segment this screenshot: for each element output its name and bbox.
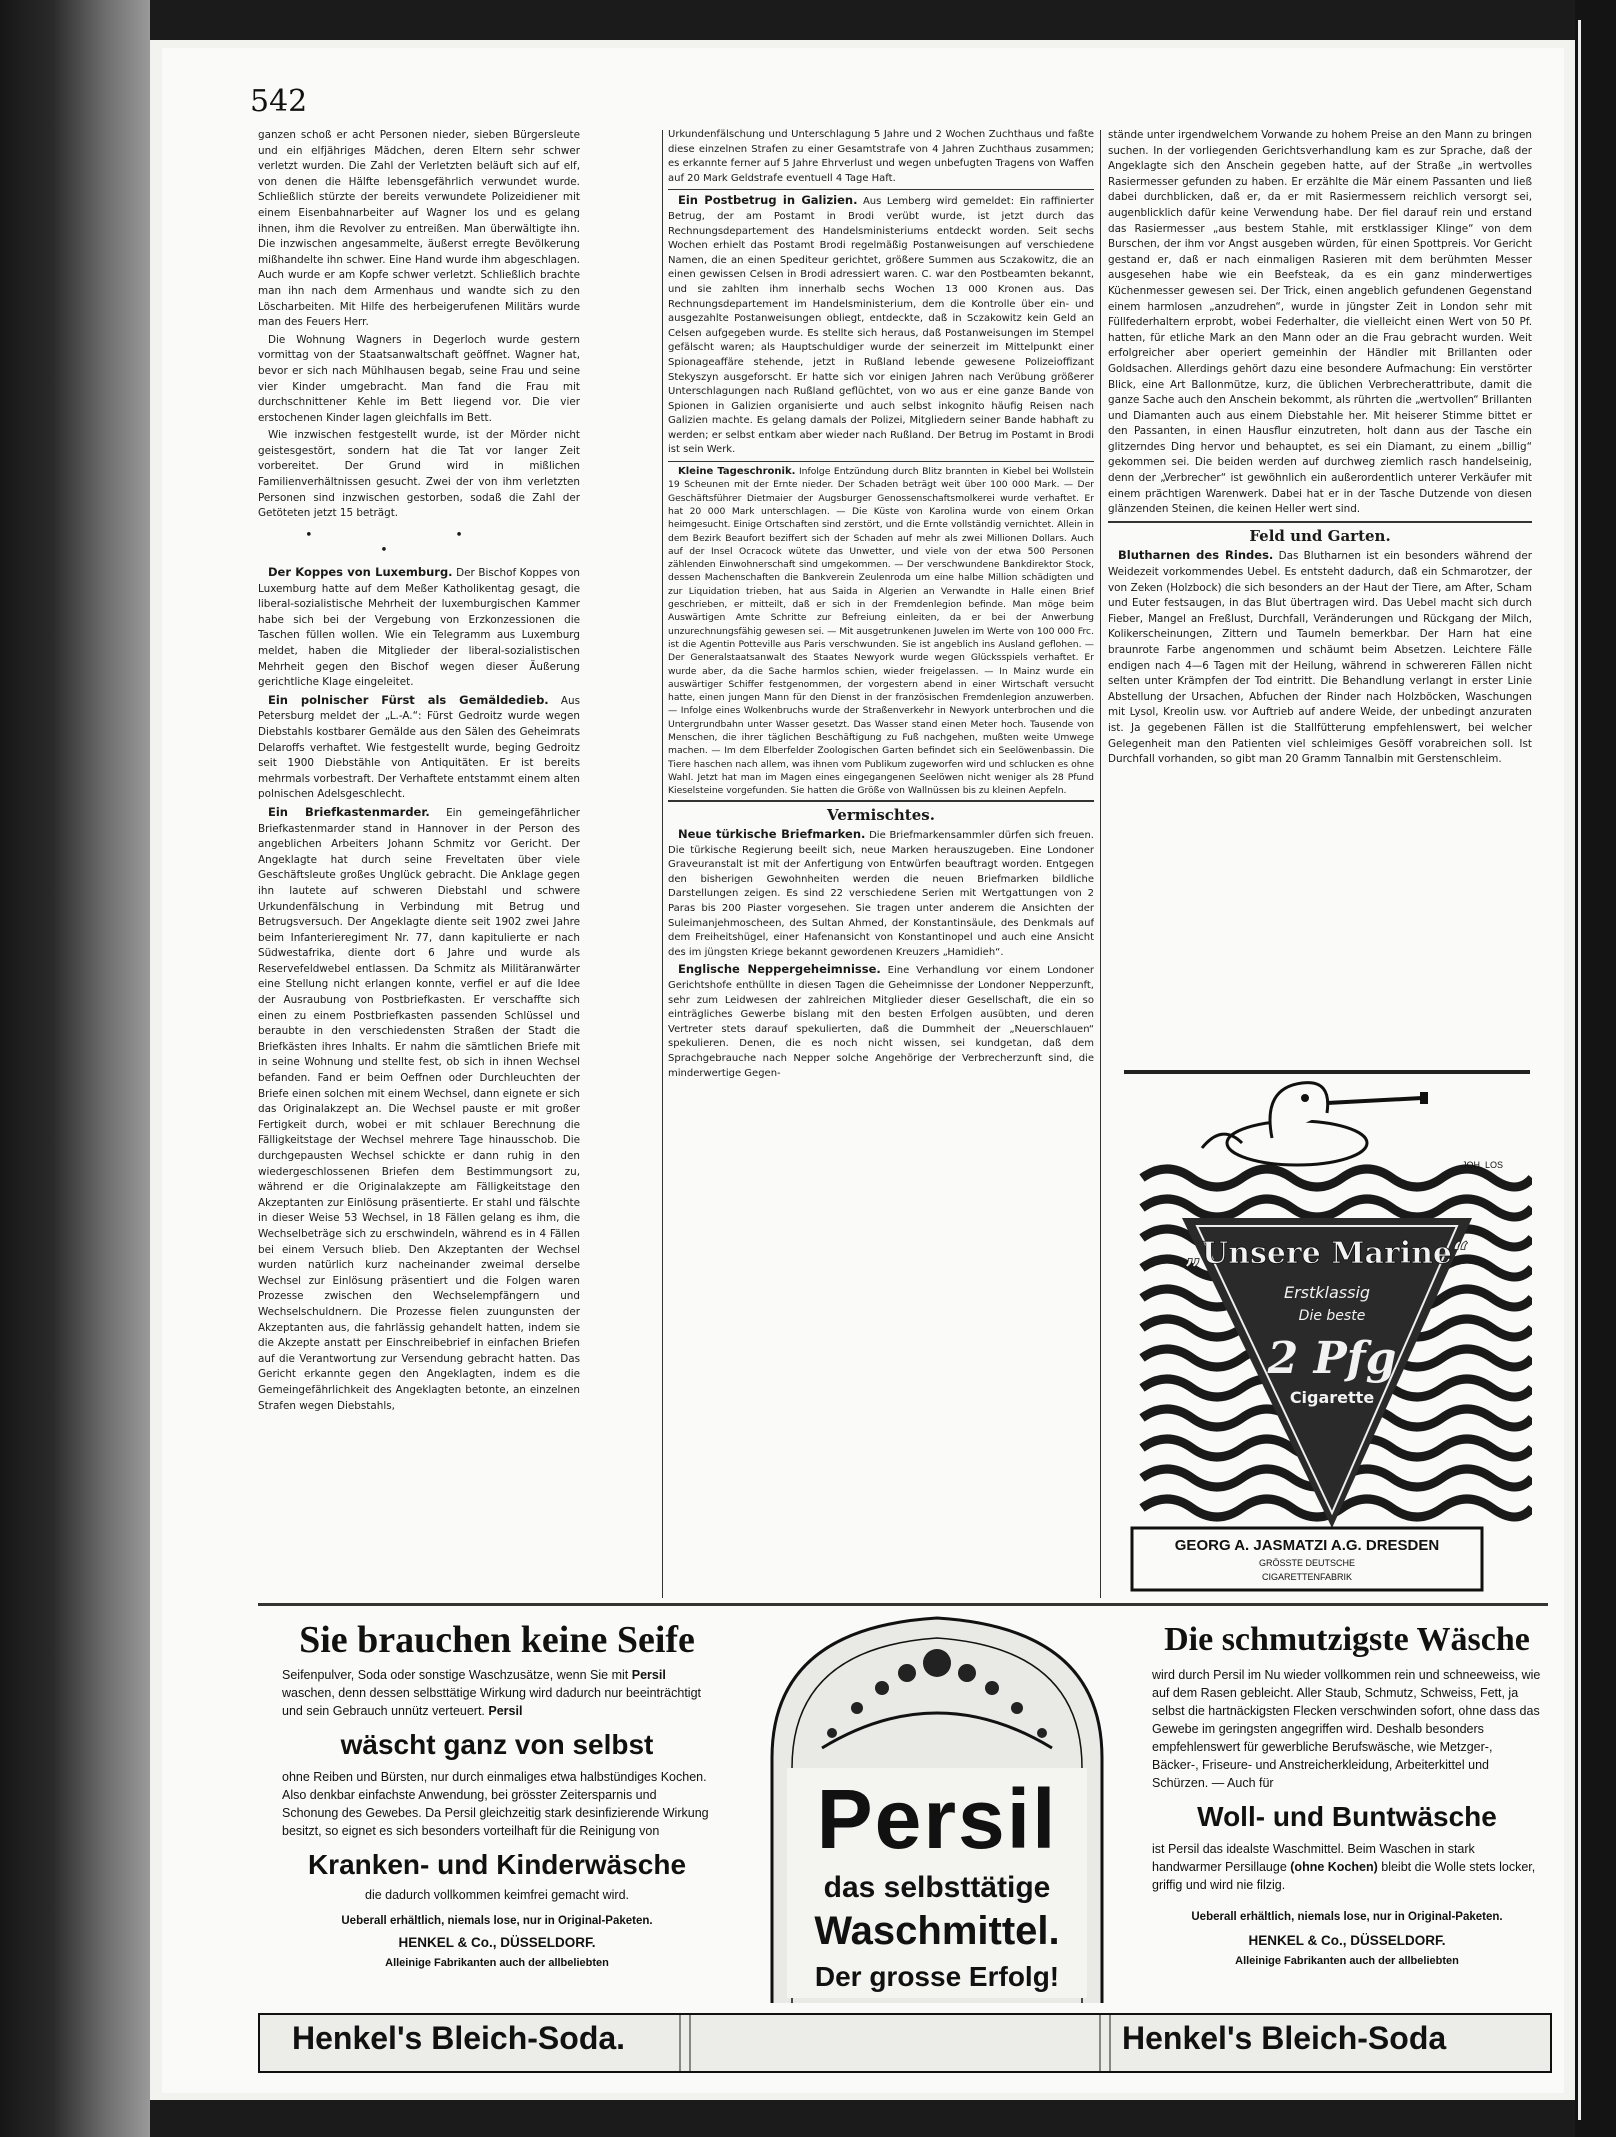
- column-1: [258, 128, 580, 1603]
- article-text: stände unter irgendwelchem Vorwande zu hohem Preise an den Mann zu bringen suchen. In der vorliegenden Gerichtsverhandlung kam es zur Sprache, daß der Angeklagte sich den Anschein gegeben hatte, auf der Straße „in wertvolles Rasiermesser gefunden zu haben. Er erzählte die Mär einem Passanten und ließ dabei durchblicken, daß er, da er mit Rasiermessern reichlich versorgt sei, augenblicklich dafür keine Verwendung habe. Der fiel darauf rein und erstand das Rasiermesser „aus bestem Stahle, mit erstklassiger Klinge“ von dem Burschen, der ihm vor Angst ausgeben würden, für einen Spottpreis. Vor Gericht gestand er, daß er nach einmaligen Rasieren mit dem berühmten Messer ausgesehen habe wie ein Beefsteak, da es ein ganz minderwertiges Küchenmesser gewesen sei. Der Trick, einen angeblich gefundenen Gegenstand einem harmlosen „anzudrehen“, wurde in jüngster Zeit in London sehr mit Füllfederhaltern erprobt, wobei Federhalter, die vielleicht einen Wert von 50 Pf. hatten, für etliche Mark an den Mann oder an die Frau gebracht wurden. Weit erfolgreicher aber operiert gemeinhin der Händler mit Brillanten oder Goldsachen. Allerdings gehört dazu eine besondere Aufmachung: Ein verstörter Blick, eine Art Ballonmütze, kurz, die üblichen Verbrecherattribute, damit die ganze Sache auch den Anschein bekommt, als rührten die „wertvollen“ Brillanten und Diamanten auch aus einem Diebstahle her. Mit heiserer Stimme bittet er den Passanten, in einen Hausflur einzutreten, holt dann aus der Tasche ein glitzerndes Ding hervor und behauptet, es sei ein Diamant, zu einem „billig“ gekommen sei. Die beiden werden auf durchweg ziemlich rasch handelseinig, denn der „Verbrecher“ ist gewöhnlich ein außerordentlich unterer Verkäufer mit einem prächtigen Warenwerk. Dabei hat er in der Tasche Dutzende von diesen glänzenden Steinen, die keinen Heller wert sind.: [1108, 129, 1532, 516]
- section-heading: Vermischtes.: [827, 806, 935, 825]
- persil-left-availability: Ueberall erhältlich, niemals lose, nur in Original-Paketen.: [341, 1915, 653, 1927]
- persil-right-maker: HENKEL & Co., DÜSSELDORF.: [1248, 1933, 1446, 1948]
- column-3: [1108, 128, 1532, 1048]
- persil-center-artwork: [732, 1608, 1142, 2008]
- persil-right-emphasis: (ohne Kochen): [1290, 1860, 1378, 1874]
- persil-right-availability: Ueberall erhältlich, niemals lose, nur in Original-Paketen.: [1191, 1911, 1503, 1923]
- persil-left-headline: Sie brauchen keine Seife: [299, 1619, 695, 1661]
- persil-left-fabrikanten: Alleinige Fabrikanten auch der allbeliebten: [385, 1957, 609, 1969]
- article-text: Ein gemeingefährlicher Briefkastenmarder stand in Hannover in der Person des angeblichen Arbeiters Johann Schmitz vor Gericht. Der Angeklagte hat durch seine Freveltaten über viele Geschäftsleute großes Unglück gebracht. Die Anklage gegen ihn lautete auf schweren Diebstahl und schwere Urkundenfälschung in Verbindung mit Betrug und Betrugsversuch. Der Angeklagte diente seit 1902 zwei Jahre beim Infanterieregiment Nr. 77, dann kapitulierte er nach Südwestafrika, diente dort 6 Jahre und wurde als Reservefeldwebel entlassen. Da Schmitz als Militäranwärter eine Stellung nicht erlangen konnte, verfiel er auf die Idee der Ausraubung von Postbriefkasten. Er verschaffte sich einen zu einem Postbriefkasten passenden Schlüssel und beraubte in den verschiedensten Straßen der Stadt die Briefkästen ihres Inhalts. Er nahm die sämtlichen Briefe mit in seine Wohnung und stellte fest, ob sich in ihnen Wechsel befanden. Fand er beim Oeffnen oder Durchleuchten der Briefe einen solchen mit einem Wechsel, dann eignete er sich das Originalakzept an. Die Wechsel pauste er mit großer Fertigkeit durch, wobei er mit schlauer Berechnung die Fälligkeitstage der Wechsel mehrere Tage hinausschob. Die durchgepausten Wechsel schickte er dann ruhig in den wiedergeschlossenen Briefen dem Bestimmungsort zu, während er die Originalakzepte am Fälligkeitstage den Akzeptanten zur Einlösung präsentierte. Er stahl und fälschte in dieser Weise 53 Wechsel, in 18 Fällen gelang es ihm, die Wechselbeträge sich zu erschwindeln, während es in 4 Fällen bei einem Versuch blieb. Den Akzeptanten der Wechsel wurden natürlich kurz nacheinander zweimal derselbe Wechsel zur Einlösung präsentiert und die Folgen waren Prozesse zwischen den Wechselempfängern und Wechselschuldnern. Die Prozesse fielen zuungunsten der Akzeptanten aus, die fahrlässig gehandelt hatten, indem sie die Akzepte anstatt per Einschreibebrief in einfachen Briefen auf die Verantwortung zur Versendung gebracht hatten. Das Gericht erkannte gegen den Angeklagten, indem es die Gemeingefährlichkeit des Angeklagten betonte, an einzelnen Strafen wegen Diebstahls,: [258, 806, 580, 1412]
- persil-right-subheadline: Woll- und Buntwäsche: [1197, 1801, 1497, 1832]
- article-heading: Der Koppes von Luxemburg.: [268, 565, 453, 580]
- persil-center-line3: Der grosse Erfolg!: [814, 1961, 1060, 1992]
- article-text: Die Briefmarkensammler dürfen sich freuen. Die türkische Regierung beeilt sich, neue Marken herauszugeben. Eine Londoner Graveuranstalt ist mit der Anfertigung von Entwürfen beauftragt worden. Entgegen den bisherigen Gewohnheiten werden die neuen Briefmarken bildliche Darstellungen zeigen. Es sind 22 verschiedene Serien mit Wertgattungen von 2 Paras bis 200 Piaster vorgesehen. Sie tragen unter anderem die Ansichten der Suleimanjehmoscheen, des Sultan Ahmed, der Konstantinsäule, des Denkmals auf dem Freiheitshügel, einer Hafenansicht von Konstantinopel und auch eine Ansicht des im jüngsten Kriege bekannt gewordenen Kreuzers „Hamidieh“.: [668, 830, 1094, 958]
- persil-left-maker: HENKEL & Co., DÜSSELDORF.: [398, 1935, 596, 1950]
- soda-label-right: Henkel's Bleich-Soda: [1122, 2020, 1447, 2056]
- article-heading: Ein polnischer Fürst als Gemäldedieb.: [268, 692, 549, 707]
- cigarette-brand-name: „Unsere Marine“: [1184, 1236, 1470, 1271]
- cigarette-tagline-2: Die beste: [1298, 1308, 1366, 1324]
- cigarette-maker-sub1: GRÖSSTE DEUTSCHE: [1258, 1558, 1356, 1568]
- article-heading: Neue türkische Briefmarken.: [678, 827, 866, 842]
- divider: [1108, 521, 1532, 523]
- section-heading: Feld und Garten.: [1249, 526, 1391, 545]
- persil-brand-inline: Persil: [488, 1704, 523, 1718]
- persil-left-text: ohne Reiben und Bürsten, nur durch einmaliges etwa halbstündiges Kochen. Also denkbar einfachste Anwendung, bei grösster Zeitersparnis und Schonung des Gewebes. Da Persil gleichzeitig stark desinfizierende Wirkung besitzt, so eignet es sich besonders vorteilhaft für die Reinigung von: [282, 1770, 709, 1838]
- persil-center-line1: das selbsttätige: [823, 1871, 1051, 1904]
- right-page-edge: [1575, 0, 1616, 2137]
- persil-left-text: waschen, denn dessen selbsttätige Wirkung wird dadurch nur beeinträchtigt und sein Gebrauch unnütz verteuert.: [282, 1686, 701, 1718]
- page-sheet: [162, 48, 1564, 2093]
- separator-dots: • • •: [305, 528, 533, 557]
- column-rule: [1100, 130, 1101, 1598]
- cigarette-advertisement: [1122, 1058, 1532, 1618]
- article-text: Urkundenfälschung und Unterschlagung 5 Jahre und 2 Wochen Zuchthaus und faßte diese einzelnen Strafen zu einer Gesamtstrafe von 4 Jahren Zuchthaus zusammen; es erkannte ferner auf 5 Jahre Ehrverlust und wegen unbefugten Tragens von Waffen auf 20 Mark Geldstrafe eventuell 4 Tage Haft.: [668, 129, 1094, 184]
- persil-center-line2: Waschmittel.: [814, 1909, 1060, 1953]
- edge-line: [1578, 20, 1581, 2120]
- article-text: Die Wohnung Wagners in Degerloch wurde gestern vormittag von der Staatsanwaltschaft geöffnet. Wagner hat, bevor er sich nach Mühlhausen begab, seine Frau und seine vier Kinder umgebracht. Man fand die Frau mit durchschnittener Kehle im Bett liegend vor. Die vier erstochenen Kinder lagen gleichfalls im Bett.: [258, 333, 580, 424]
- divider: [668, 189, 1094, 190]
- cigarette-tagline-1: Erstklassig: [1283, 1283, 1371, 1302]
- article-text: Aus Petersburg meldet der „L.-A.“: Fürst Gedroitz wurde wegen Diebstahls kostbarer Gemälde aus den Sälen des Geheimrats Delaroffs verhaftet. Wie festgestellt wurde, beging Gedroitz seit 1900 Diebstähle von Antiquitäten. Er ist bereits mehrmals vorbestraft. Der Verhaftete entstammt einem alten polnischen Adelsgeschlecht.: [258, 694, 580, 801]
- article-text: Das Blutharnen ist ein besonders während der Weidezeit vorkommendes Uebel. Es entsteht dadurch, daß ein Schmarotzer, der von Zeken (Holzbock) die sich besonders an der Haut der Tiere, am After, Scham und Euter festsaugen, in das Blut übertragen wird. Das Uebel macht sich durch Fieber, Mangel an Freßlust, Durchfall, Veränderungen und Rückgang der Milch, Kolikerscheinungen, Zittern und Taumeln bemerkbar. Der Harn hat eine braunrote Farbe angenommen und schäumt beim Absetzen. Leichtere Fälle endigen nach 4—6 Tagen mit der Heilung, während in schwereren Fällen nicht selten unter Krämpfen der Tod eintritt. Die Behandlung verlangt in erster Linie Abstellung der Ursachen, Abfuchen der Rinder nach Holzböcken, Waschungen mit Lysol, Kreolin usw. vor Auftrieb auf andere Weide, der unbedingt anzuraten ist. Ja gegebenen Fällen ist die Stallfütterung empfehlenswert, bei welcher Gelegenheit man den Patienten viel schleimiges Gesöff vorabreichen soll. Ist Durchfall vorhanden, so gibt man 20 Gramm Tannalbin mit Gerstenschleim.: [1108, 550, 1532, 766]
- cigarette-maker: GEORG A. JASMATZI A.G. DRESDEN: [1174, 1537, 1440, 1554]
- article-heading: Kleine Tageschronik.: [678, 466, 796, 478]
- persil-right-text: wird durch Persil im Nu wieder vollkommen rein und schneeweiss, wie auf dem Rasen gebleicht. Aller Staub, Schmutz, Schweiss, Fett, ja selbst die hartnäckigsten Flecken verschwinden sofort, ohne dass das Gewebe im geringsten angegriffen wird. Deshalb besonders empfehlenswert für gewerbliche Berufswäsche, wie Metzger-, Bäcker-, Friseure- und Anstreicherkleidung, Arbeiterkittel und Schürzen. — Auch für: [1152, 1668, 1541, 1790]
- soda-label-left: Henkel's Bleich-Soda.: [292, 2020, 626, 2056]
- cigarette-ad-artwork: [1122, 1058, 1532, 1618]
- persil-brand-name: Persil: [816, 1772, 1058, 1866]
- persil-left-subheadline: wäscht ganz von selbst: [340, 1729, 654, 1760]
- persil-right-fabrikanten: Alleinige Fabrikanten auch der allbeliebten: [1235, 1955, 1459, 1967]
- persil-left-text: die dadurch vollkommen keimfrei gemacht wird.: [365, 1888, 629, 1902]
- persil-brand-inline: Persil: [631, 1668, 666, 1682]
- artist-signature: JOH. LOS: [1462, 1160, 1504, 1170]
- divider: [668, 800, 1094, 802]
- cigarette-maker-sub2: CIGARETTENFABRIK: [1261, 1572, 1353, 1582]
- persil-right-text: bleibt die Wolle stets locker, griffig und wird nie filzig.: [1152, 1860, 1536, 1892]
- cigarette-price: 2 Pfg: [1267, 1333, 1397, 1384]
- article-text: Eine Verhandlung vor einem Londoner Gerichtshofe enthüllte in diesen Tagen die Geheimnisse der Londoner Nepperzunft, sehr zum Leidwesen der zahlreichen Mitglieder dieser Gesellschaft, die ein so einträgliches Gewerbe bislang mit den besten Erfolgen ausübten, und deren Vertreter stets darauf spekulierten, daß die Dummheit der „Neuerschlauen“ spekulieren. Denen, die es noch nicht wissen, sei kundgetan, daß dem Sprachgebrauche nach Nepper solche Angehörige der Verbrecherzunft sind, die minderwertige Gegen-: [668, 965, 1094, 1079]
- persil-ad-right-text: [1152, 1618, 1542, 1970]
- article-heading: Ein Briefkastenmarder.: [268, 804, 430, 819]
- persil-right-headline: Die schmutzigste Wäsche: [1164, 1621, 1530, 1658]
- article-text: Infolge Entzündung durch Blitz brannten in Kiebel bei Wollstein 19 Scheunen mit der Ernte nieder. Der Schaden beträgt weit über 100 000 Mark. — Der Geschäftsführer Dietmaier der Augsburger Genossenschaftsmolkerei wurde verhaftet. Er hat 20 000 Mark unterschlagen. — Die Küste von Karolina wurde von einem Orkan heimgesucht. Einige Ortschaften sind zerstört, und die Ernte vollständig vernichtet. Allein in dem Bezirk Beaufort beziffert sich der Schaden auf mehr als zwei Millionen Dollars. Auch auf der Insel Ocracock wütete das Unwetter, und viele von der etwa 500 Personen zählenden Einwohnerschaft sind umgekommen. — Der verschwundene Bankdirektor Stock, dessen Machenschaften die Bankverein Zeulenroda um eine halbe Million schädigten und zur Liquidation trieben, hat aus Saida in Algerien an Verwandte in Halle einen Brief geschrieben, er mitteilt, daß er sich in der Fremdenlegion befinde. Man möge beim Auswärtigen Amte Schritte zur Befreiung einleiten, da er bei der Anwerbung unzurechnungsfähig gewesen sei. — Mit ausgetrunkenen Juwelen im Werte von 100 000 Frc. ist die Agentin Potteville aus Paris verschwunden. Sie ist angeblich ins Ausland geflohen. — Der Generalstaatsanwalt des Staates Newyork wurde wegen Glücksspiels verhaftet. Er wurde aber, da die Sache harmlos schien, wieder freigelassen. — In Mainz wurde ein auswärtiger Schiffer festgenommen, der vorgestern abend in einer Wirtschaft versucht hatte, einen jungen Mann für den Dienst in der französischen Fremdenlegion anzuwerben. — Infolge eines Wolkenbruchs wurde der Straßenverkehr in Newyork unterbrochen und die Untergrundbahn unter Wasser gesetzt. Das Wasser stand einen Meter hoch. Tausende von Menschen, die ihrer täglichen Beschäftigung zu Fuß nachgehen, mußten weite Umwege machen. — Im dem Elberfelder Zoologischen Garten befindet sich ein Seelöwenbassin. Die Tiere haschen nach allem, was ihnen vom Publikum zugeworfen wird und schlucken es ohne Wahl. Jetzt hat man im Magen eines eingegangenen Seelöwen nicht weniger als 28 Pfund Kieselsteine vorgefunden. Sie hatten die Größe von Wallnüssen bis zu kleinen Aepfeln.: [668, 466, 1094, 797]
- article-heading: Ein Postbetrug in Galizien.: [678, 193, 858, 208]
- persil-left-text: Seifenpulver, Soda oder sonstige Waschzusätze, wenn Sie mit: [282, 1668, 632, 1682]
- page-number: 542: [250, 84, 308, 119]
- article-heading: Englische Neppergeheimnisse.: [678, 962, 881, 977]
- article-text: Aus Lemberg wird gemeldet: Ein raffinierter Betrug, der am Postamt in Brodi verübt wurde, ist jetzt durch das Rechnungsdepartement des Handelsministeriums entdeckt worden. Seit sechs Wochen erhielt das Postamt Brodi regelmäßig Postanweisungen auf verschiedene Namen, die an einen Spediteur gerichtet, größere Summen aus Sczakowitz, die an einen gewissen Celsen in Brodi adressiert waren. C. war den Postbeamten bekannt, und sie zahlten ihm innerhalb sechs Wochen 13 000 Kronen aus. Das Rechnungsdepartement im Handelsministerium, dem die Kontrolle über ein- und ausgezahlte Postanweisungen obliegt, entdeckte, daß in Sczakowitz kein Geld an Celsen aufgegeben wurde. Es stellte sich heraus, daß Postanweisungen im Stempel gefälscht waren; als Hauptschuldiger wurde der seinerzeit im Mittelpunkt einer Spionageaffäre stehende, jetzt in Rußland lebende gewesene Polizeioffizant Stekyszyn ausgeforscht. Er hatte sich vor einigen Jahren nach Verübung größerer Unterschlagungen nach Rußland geflüchtet, von wo aus er eine ganze Bande von Spionen in Galizien organisierte und auch selbst inkognito häufig Reisen nach Galizien machte. Es gelang damals der Polizei, Mitgliedern seiner Bande habhaft zu werden; er selbst entkam aber wieder nach Rußland. Der Betrug im Postamt in Brodi ist sein Werk.: [668, 196, 1094, 456]
- divider: [668, 461, 1094, 462]
- column-2: [668, 128, 1094, 1603]
- book-binding-edge: [0, 0, 150, 2137]
- article-text: Der Bischof Koppes von Luxemburg hatte auf dem Meßer Katholikentag gesagt, die liberal-sozialistische Mehrheit der luxemburgischen Kammer habe sich bei der Vergebung von Erzkonzessionen die Taschen füllen wollen. Wie ein Telegramm aus Luxemburg meldet, haben die Mitglieder der liberal-sozialistischen Mehrheit gegen den Bischof wegen dieser Äußerung gerichtliche Klage eingeleitet.: [258, 567, 580, 689]
- article-heading: Blutharnen des Rindes.: [1118, 548, 1274, 563]
- persil-ad-left-text: [282, 1618, 712, 1972]
- persil-left-subheadline-2: Kranken- und Kinderwäsche: [307, 1849, 687, 1880]
- article-text: Wie inzwischen festgestellt wurde, ist der Mörder nicht geistesgestört, sondern hat die Tat vor langer Zeit vorbereitet. Der Grund wird in mißlichen Familienverhältnissen gesucht. Zwei der von ihm verletzten Personen sind inzwischen gestorben, sodaß die Zahl der Getöteten jetzt 15 beträgt.: [258, 429, 580, 520]
- newspaper-page: [150, 40, 1575, 2100]
- persil-right-text: ist Persil das idealste Waschmittel. Beim Waschen in stark handwarmer Persillauge: [1152, 1842, 1475, 1874]
- column-rule: [662, 130, 663, 1598]
- ad-top-rule: [258, 1603, 1548, 1606]
- cigarette-product-label: Cigarette: [1289, 1388, 1375, 1407]
- article-text: ganzen schoß er acht Personen nieder, sieben Bürgersleute und ein elfjähriges Mädchen, deren Eltern sehr schwer verletzt wurden. Die Zahl der Verletzten beläuft sich auf elf, von denen die Hälfte lebensgefährlich verwundet wurde. Schließlich stürzte der bereits verwundete Polizeidiener mit einem Eisenbahnarbeiter auf Wagner los und es gelang ihnen, ihm die Revolver zu entreißen. Man überwältigte ihn. Die inzwischen angesammelte, äußerst erregte Bevölkerung mißhandelte ihn schwer. Eine Hand wurde ihm abgeschlagen. Auch wurde er am Kopfe schwer verletzt. Schließlich brachte man ihn nach dem Armenhaus und wandte sich zu den Löscharbeiten. Mit Hilfe des herbeigerufenen Militärs wurde man des Feuers Herr.: [258, 129, 580, 329]
